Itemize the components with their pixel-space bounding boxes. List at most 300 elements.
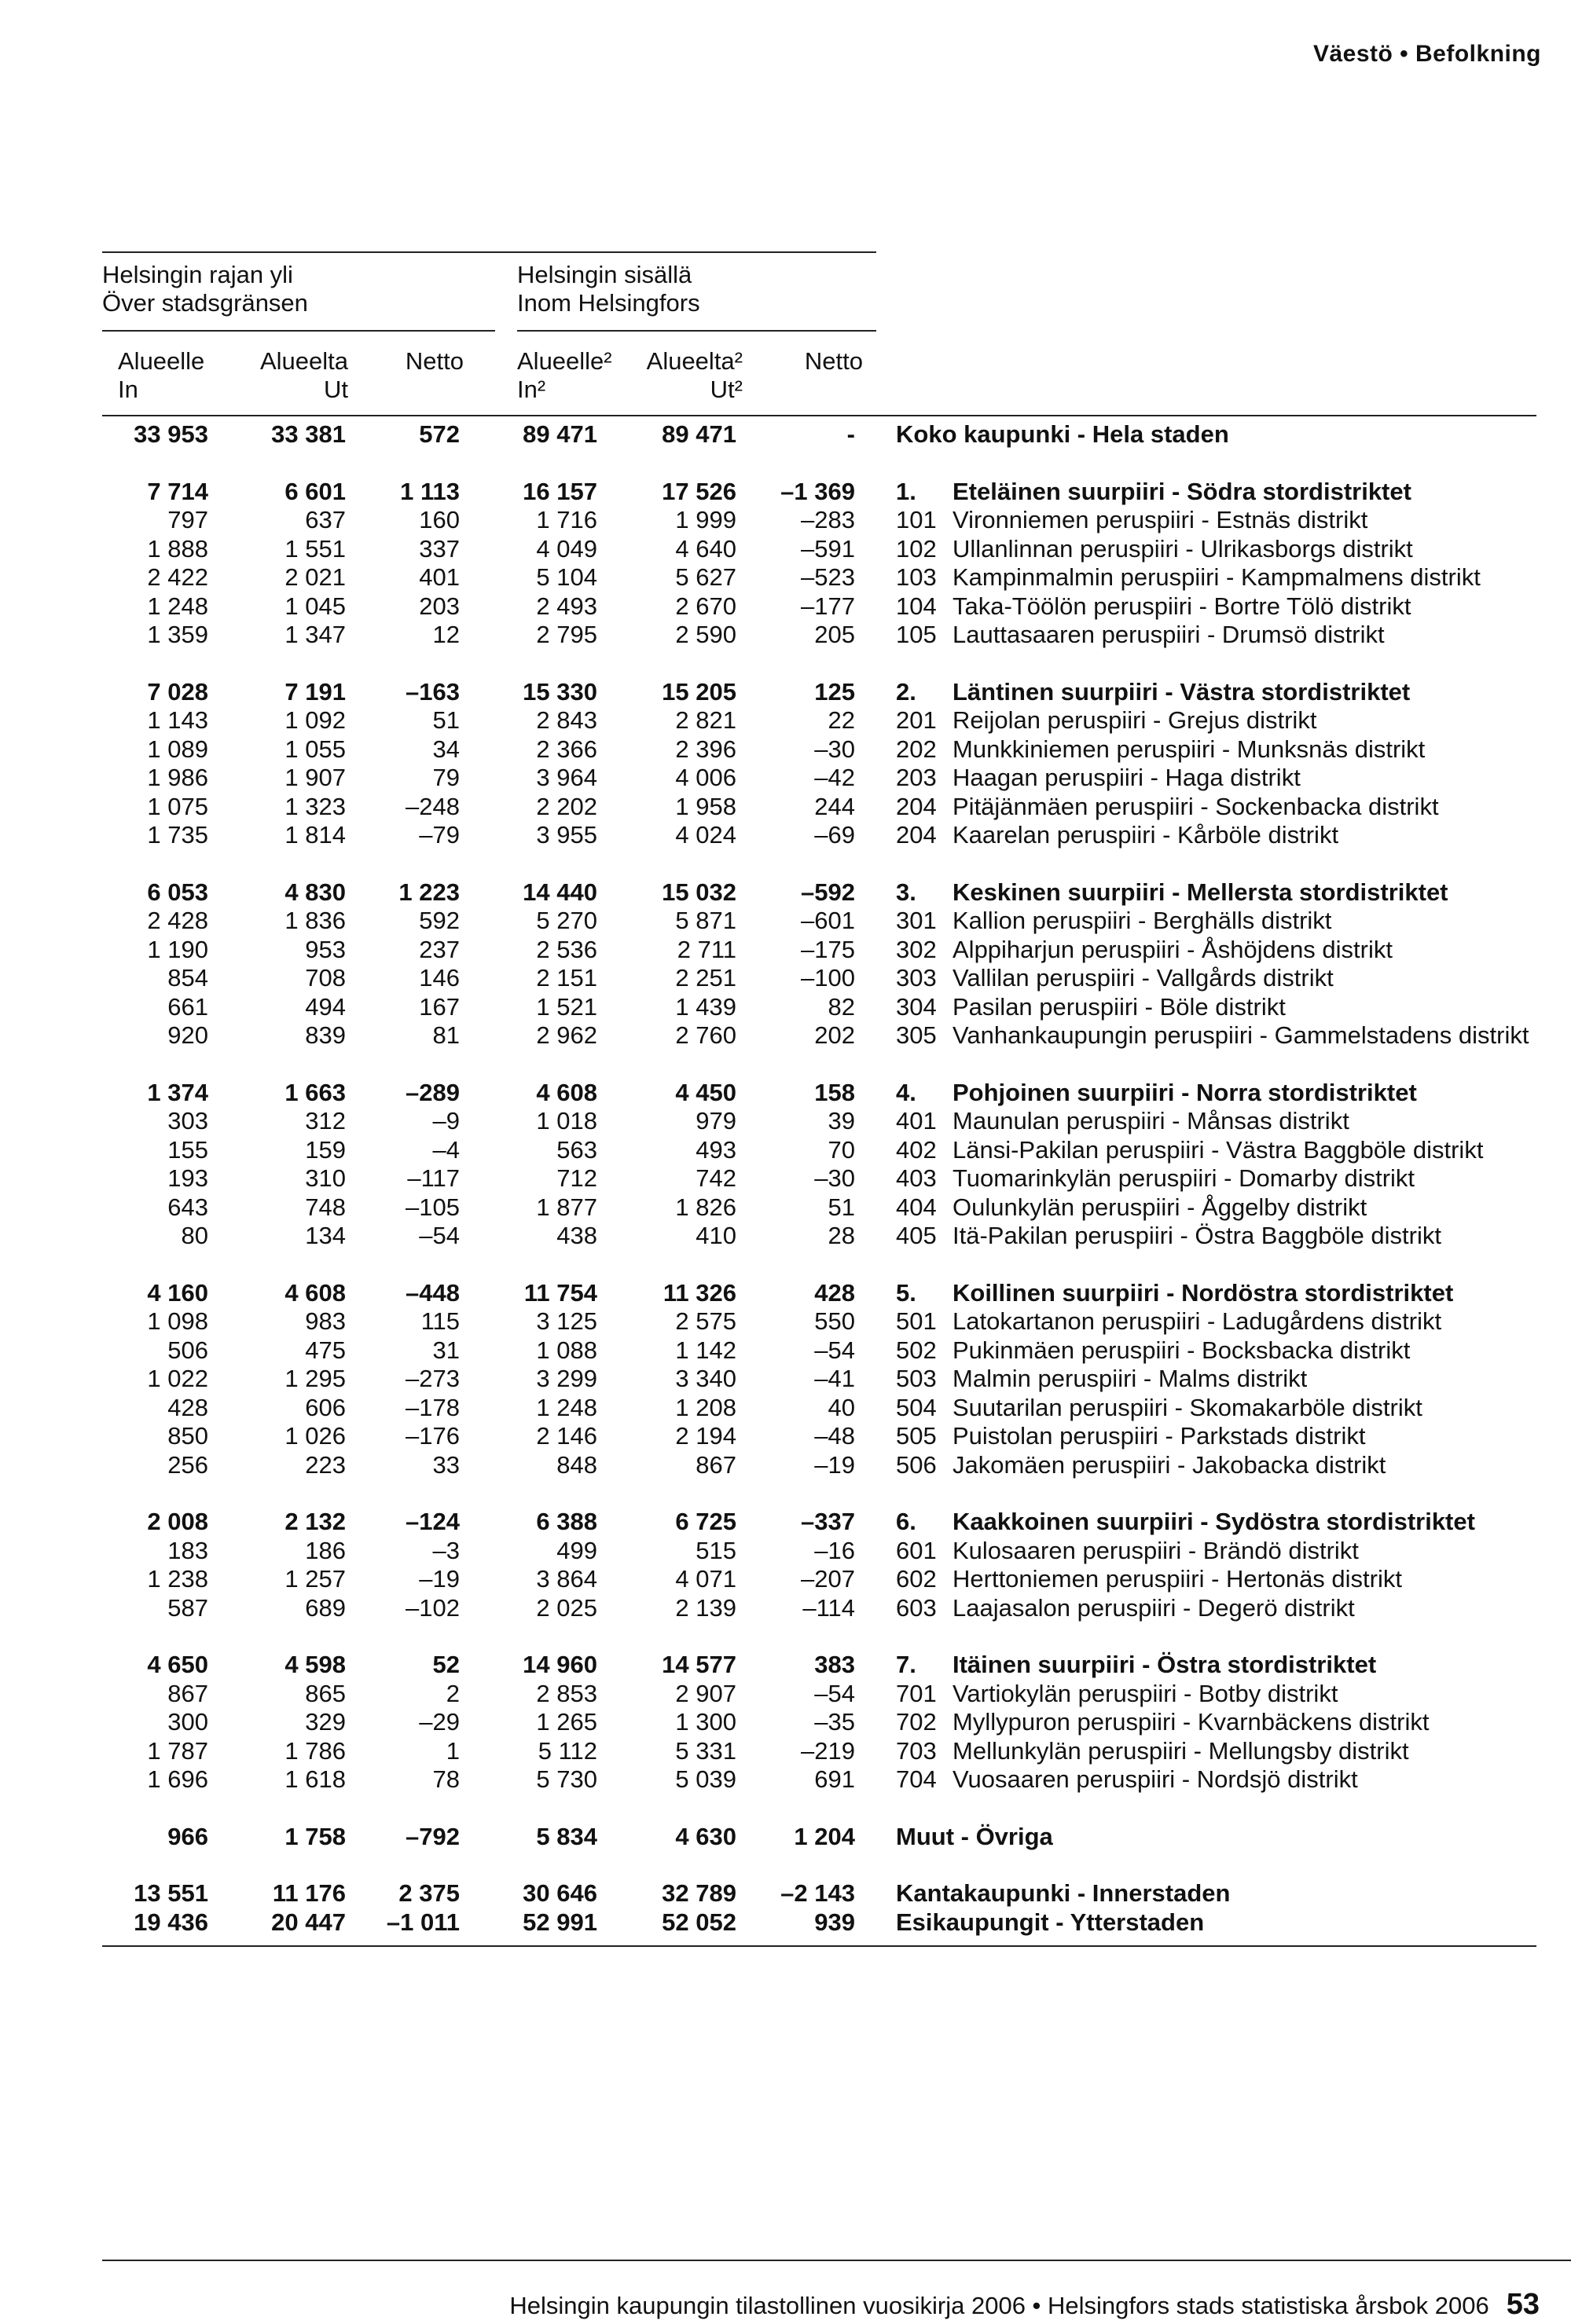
cell-in-outside: 661 — [167, 992, 208, 1021]
cell-net-inside: 82 — [828, 992, 855, 1021]
table-row — [0, 678, 1571, 707]
cell-in-inside: 3 964 — [536, 764, 597, 791]
cell-in-inside: 2 493 — [536, 592, 597, 620]
cell-in-inside: 4 049 — [536, 534, 597, 563]
district-label: Mellunkylän peruspiiri - Mellungsby distrikt — [953, 1736, 1409, 1765]
table-row — [0, 1307, 1571, 1336]
cell-in-inside: 89 471 — [523, 420, 597, 448]
table-row — [0, 506, 1571, 535]
cell-in-inside: 2 151 — [536, 964, 597, 992]
table-row — [0, 478, 1571, 507]
table-row — [0, 1879, 1571, 1908]
cell-out-inside: 15 032 — [662, 878, 736, 906]
cell-net-outside: 33 — [432, 1450, 460, 1479]
district-label: Pitäjänmäen peruspiiri - Sockenbacka distrikt — [953, 792, 1439, 820]
cell-net-inside: 1 204 — [794, 1822, 855, 1850]
cell-net-outside: –178 — [406, 1393, 460, 1421]
district-code: 505 — [896, 1422, 937, 1450]
cell-in-inside: 848 — [556, 1450, 597, 1479]
table-row — [0, 592, 1571, 621]
cell-net-outside: –9 — [432, 1107, 460, 1135]
cell-in-outside: 2 422 — [147, 563, 208, 591]
cell-net-outside: 78 — [432, 1765, 460, 1793]
cell-net-outside: –163 — [406, 677, 460, 706]
cell-out-inside: 1 142 — [675, 1336, 736, 1364]
table-row — [0, 563, 1571, 592]
cell-out-outside: 1 836 — [284, 907, 346, 934]
table-row — [0, 821, 1571, 850]
cell-out-outside: 1 758 — [284, 1822, 346, 1850]
col-out2-label-fi: Alueelta² — [646, 347, 743, 375]
cell-out-outside: 865 — [305, 1679, 346, 1707]
group-outside-rule — [102, 330, 495, 332]
cell-in-outside: 1 098 — [147, 1307, 208, 1335]
cell-out-inside: 4 640 — [675, 534, 736, 563]
district-label: Munkkiniemen peruspiiri - Munksnäs distrikt — [953, 735, 1426, 763]
district-label: Esikaupungit - Ytterstaden — [896, 1908, 1205, 1936]
district-code: 501 — [896, 1307, 937, 1335]
cell-in-outside: 1 248 — [147, 592, 208, 620]
cell-net-inside: 383 — [814, 1651, 855, 1678]
cell-net-outside: –1 011 — [386, 1908, 460, 1936]
table-row — [0, 1136, 1571, 1165]
cell-out-inside: 1 999 — [675, 506, 736, 533]
district-code: 503 — [896, 1365, 937, 1392]
cell-out-inside: 14 577 — [662, 1651, 736, 1678]
table-row — [0, 1107, 1571, 1136]
cell-out-outside: 11 176 — [272, 1879, 346, 1907]
cell-out-inside: 1 208 — [675, 1393, 736, 1421]
cell-in-inside: 2 843 — [536, 706, 597, 734]
cell-out-outside: 2 132 — [284, 1508, 346, 1535]
cell-net-outside: –124 — [406, 1508, 460, 1535]
district-label: Lauttasaaren peruspiiri - Drumsö distrikt — [953, 621, 1385, 648]
cell-out-inside: 1 439 — [675, 992, 736, 1021]
cell-net-outside: 51 — [432, 706, 460, 734]
cell-net-outside: –448 — [406, 1278, 460, 1307]
cell-out-outside: 312 — [305, 1107, 346, 1135]
cell-net-inside: –30 — [814, 735, 855, 763]
cell-in-outside: 4 650 — [147, 1651, 208, 1678]
cell-in-outside: 920 — [167, 1021, 208, 1049]
cell-net-outside: –273 — [406, 1365, 460, 1392]
cell-out-outside: 186 — [305, 1536, 346, 1564]
cell-net-inside: 202 — [814, 1021, 855, 1049]
district-label: Puistolan peruspiiri - Parkstads distrikt — [953, 1422, 1366, 1450]
cell-out-inside: 2 396 — [675, 735, 736, 763]
cell-in-outside: 1 089 — [147, 735, 208, 763]
district-code: 702 — [896, 1708, 937, 1736]
cell-out-outside: 689 — [305, 1593, 346, 1622]
district-code: 602 — [896, 1565, 937, 1593]
cell-out-outside: 1 814 — [284, 821, 346, 849]
cell-in-inside: 1 018 — [536, 1107, 597, 1135]
cell-out-outside: 7 191 — [284, 677, 346, 706]
table-row — [0, 1193, 1571, 1222]
cell-in-inside: 2 962 — [536, 1021, 597, 1049]
table-row — [0, 764, 1571, 793]
table-row — [0, 1737, 1571, 1766]
cell-net-outside: 167 — [419, 992, 460, 1021]
cell-out-outside: 494 — [305, 992, 346, 1021]
cell-in-inside: 2 366 — [536, 735, 597, 763]
cell-in-inside: 2 146 — [536, 1422, 597, 1450]
cell-in-inside: 3 955 — [536, 821, 597, 849]
cell-in-outside: 966 — [167, 1822, 208, 1850]
district-code: 102 — [896, 534, 937, 563]
cell-net-inside: 51 — [828, 1193, 855, 1221]
district-code: 401 — [896, 1107, 937, 1135]
cell-in-outside: 300 — [167, 1708, 208, 1736]
district-label: Pohjoinen suurpiiri - Norra stordistriktet — [953, 1078, 1417, 1106]
cell-net-inside: 28 — [828, 1222, 855, 1249]
cell-in-inside: 3 864 — [536, 1565, 597, 1593]
table-row — [0, 1365, 1571, 1394]
cell-in-inside: 15 330 — [523, 677, 597, 706]
group-inside-rule — [517, 330, 876, 332]
table-row — [0, 907, 1571, 936]
district-code: 502 — [896, 1336, 937, 1364]
table-row — [0, 1708, 1571, 1737]
district-label: Suutarilan peruspiiri - Skomakarböle distrikt — [953, 1393, 1422, 1421]
cell-net-outside: 115 — [420, 1307, 460, 1335]
cell-out-inside: 2 590 — [675, 621, 736, 648]
cell-out-inside: 5 331 — [675, 1736, 736, 1765]
cell-out-inside: 11 326 — [663, 1278, 736, 1307]
cell-net-outside: –3 — [432, 1536, 460, 1564]
cell-out-outside: 159 — [305, 1135, 346, 1164]
district-code: 204 — [896, 792, 937, 820]
cell-out-inside: 3 340 — [675, 1365, 736, 1392]
cell-in-outside: 7 714 — [147, 477, 208, 505]
district-label: Koillinen suurpiiri - Nordöstra stordistriktet — [953, 1278, 1454, 1307]
cell-net-outside: 160 — [419, 506, 460, 533]
cell-net-outside: 79 — [432, 764, 460, 791]
cell-in-inside: 1 521 — [536, 992, 597, 1021]
table-row — [0, 1336, 1571, 1365]
cell-net-inside: –591 — [801, 534, 855, 563]
cell-in-outside: 13 551 — [134, 1879, 208, 1907]
district-label: Kaakkoinen suurpiiri - Sydöstra stordistriktet — [953, 1508, 1475, 1535]
cell-out-outside: 1 295 — [284, 1365, 346, 1392]
district-label: Pasilan peruspiiri - Böle distrikt — [953, 992, 1286, 1021]
cell-net-outside: –105 — [406, 1193, 460, 1221]
cell-out-outside: 310 — [305, 1164, 346, 1192]
table-row — [0, 1651, 1571, 1680]
cell-out-outside: 748 — [305, 1193, 346, 1221]
district-code: 104 — [896, 592, 937, 620]
table-row — [0, 706, 1571, 735]
cell-in-outside: 80 — [181, 1222, 208, 1249]
cell-net-inside: –523 — [801, 563, 855, 591]
cell-net-outside: –19 — [419, 1565, 460, 1593]
cell-out-outside: 1 347 — [284, 621, 346, 648]
cell-in-outside: 1 735 — [147, 821, 208, 849]
district-code: 402 — [896, 1135, 937, 1164]
district-label: Läntinen suurpiiri - Västra stordistriktet — [953, 677, 1411, 706]
group-gap — [0, 1251, 1571, 1279]
migration-table — [0, 420, 1571, 1937]
district-code: 203 — [896, 764, 937, 791]
cell-net-inside: –19 — [814, 1450, 855, 1479]
cell-out-outside: 1 257 — [284, 1565, 346, 1593]
group-gap — [0, 1851, 1571, 1879]
cell-in-inside: 3 299 — [536, 1365, 597, 1392]
cell-net-inside: –16 — [814, 1536, 855, 1564]
cell-in-outside: 797 — [167, 506, 208, 533]
cell-out-outside: 606 — [305, 1393, 346, 1421]
cell-in-inside: 2 536 — [536, 935, 597, 963]
cell-net-outside: 572 — [419, 420, 460, 448]
group-inside-sv: Inom Helsingfors — [517, 289, 700, 317]
cell-in-inside: 2 853 — [536, 1679, 597, 1707]
district-code: 101 — [896, 506, 937, 533]
cell-net-inside: 939 — [814, 1908, 855, 1936]
cell-net-inside: - — [846, 420, 855, 448]
cell-net-outside: –792 — [406, 1822, 460, 1850]
cell-in-outside: 33 953 — [134, 420, 208, 448]
district-label: Herttoniemen peruspiiri - Hertonäs distrikt — [953, 1565, 1402, 1593]
cell-out-inside: 4 006 — [675, 764, 736, 791]
cell-net-inside: 70 — [828, 1135, 855, 1164]
col-in2-label-fi: Alueelle² — [517, 347, 612, 375]
district-label: Malmin peruspiiri - Malms distrikt — [953, 1365, 1308, 1392]
footer-rule — [102, 2260, 1571, 2261]
cell-in-outside: 256 — [167, 1450, 208, 1479]
cell-net-inside: –54 — [814, 1336, 855, 1364]
table-row — [0, 1222, 1571, 1251]
district-code: 703 — [896, 1736, 937, 1765]
cell-in-inside: 499 — [556, 1536, 597, 1564]
cell-in-outside: 428 — [167, 1393, 208, 1421]
footer-text: Helsingin kaupungin tilastollinen vuosikirja 2006 • Helsingfors stads statistiska årsbok 2006 — [509, 2292, 1489, 2319]
cell-in-outside: 850 — [167, 1422, 208, 1450]
cell-in-outside: 1 359 — [147, 621, 208, 648]
district-code: 2. — [896, 677, 916, 706]
district-code: 302 — [896, 935, 937, 963]
cell-net-inside: –42 — [814, 764, 855, 791]
district-code: 305 — [896, 1021, 937, 1049]
district-label: Vanhankaupungin peruspiiri - Gammelstadens distrikt — [953, 1021, 1529, 1049]
cell-out-outside: 134 — [305, 1222, 346, 1249]
cell-in-outside: 2 008 — [147, 1508, 208, 1535]
district-label: Itä-Pakilan peruspiiri - Östra Baggböle distrikt — [953, 1222, 1441, 1249]
district-code: 603 — [896, 1593, 937, 1622]
cell-out-outside: 1 663 — [284, 1078, 346, 1106]
cell-out-inside: 4 630 — [675, 1822, 736, 1850]
cell-net-inside: 40 — [828, 1393, 855, 1421]
cell-in-inside: 1 248 — [536, 1393, 597, 1421]
cell-out-outside: 1 026 — [284, 1422, 346, 1450]
cell-net-outside: –289 — [406, 1078, 460, 1106]
district-code: 202 — [896, 735, 937, 763]
district-label: Laajasalon peruspiiri - Degerö distrikt — [953, 1593, 1355, 1622]
district-label: Koko kaupunki - Hela staden — [896, 420, 1229, 448]
running-head: Väestö • Befolkning — [1312, 41, 1541, 67]
cell-net-outside: 31 — [432, 1336, 460, 1364]
table-row — [0, 1565, 1571, 1594]
cell-in-inside: 5 834 — [536, 1822, 597, 1850]
group-gap — [0, 1622, 1571, 1651]
table-row — [0, 1508, 1571, 1537]
cell-out-outside: 1 786 — [284, 1736, 346, 1765]
table-row — [0, 1765, 1571, 1794]
cell-in-outside: 1 374 — [147, 1078, 208, 1106]
cell-out-outside: 33 381 — [271, 420, 346, 448]
table-row — [0, 1422, 1571, 1451]
cell-out-inside: 4 024 — [675, 821, 736, 849]
cell-in-outside: 4 160 — [147, 1278, 208, 1307]
district-code: 4. — [896, 1078, 916, 1106]
cell-in-inside: 52 991 — [523, 1908, 597, 1936]
cell-in-outside: 1 075 — [147, 792, 208, 820]
cell-net-outside: 52 — [432, 1651, 460, 1678]
cell-net-outside: –4 — [432, 1135, 460, 1164]
cell-net-outside: 337 — [419, 534, 460, 563]
cell-net-inside: 125 — [814, 677, 855, 706]
district-code: 304 — [896, 992, 937, 1021]
cell-out-inside: 5 871 — [675, 907, 736, 934]
cell-net-inside: –48 — [814, 1422, 855, 1450]
district-label: Latokartanon peruspiiri - Ladugårdens distrikt — [953, 1307, 1442, 1335]
district-code: 301 — [896, 907, 937, 934]
district-code: 506 — [896, 1450, 937, 1479]
group-outside-sv: Över stadsgränsen — [102, 289, 308, 317]
cell-in-inside: 1 877 — [536, 1193, 597, 1221]
district-code: 105 — [896, 621, 937, 648]
cell-in-outside: 303 — [167, 1107, 208, 1135]
district-label: Keskinen suurpiiri - Mellersta stordistriktet — [953, 878, 1448, 906]
cell-net-inside: 244 — [814, 792, 855, 820]
district-label: Vallilan peruspiiri - Vallgårds distrikt — [953, 964, 1334, 992]
cell-in-inside: 2 795 — [536, 621, 597, 648]
district-label: Eteläinen suurpiiri - Södra stordistriktet — [953, 477, 1411, 505]
cell-net-inside: 158 — [814, 1078, 855, 1106]
table-row — [0, 1279, 1571, 1308]
cell-in-inside: 5 104 — [536, 563, 597, 591]
cell-net-inside: 691 — [814, 1765, 855, 1793]
cell-out-outside: 475 — [305, 1336, 346, 1364]
cell-out-inside: 2 907 — [675, 1679, 736, 1707]
cell-out-inside: 4 071 — [675, 1565, 736, 1593]
cell-net-outside: 81 — [432, 1021, 460, 1049]
district-label: Kaarelan peruspiiri - Kårböle distrikt — [953, 821, 1339, 849]
cell-net-inside: –337 — [801, 1508, 855, 1535]
table-row — [0, 1537, 1571, 1566]
cell-net-inside: –2 143 — [780, 1879, 855, 1907]
group-gap — [0, 1050, 1571, 1079]
district-code: 201 — [896, 706, 937, 734]
cell-in-inside: 16 157 — [523, 477, 597, 505]
table-row — [0, 1079, 1571, 1108]
table-row — [0, 1908, 1571, 1937]
cell-net-inside: 205 — [814, 621, 855, 648]
district-code: 403 — [896, 1164, 937, 1192]
cell-in-outside: 1 696 — [147, 1765, 208, 1793]
cell-net-outside: 1 113 — [400, 477, 460, 505]
cell-net-inside: –207 — [801, 1565, 855, 1593]
cell-net-outside: 1 223 — [398, 878, 460, 906]
cell-out-inside: 89 471 — [662, 420, 736, 448]
cell-net-outside: –54 — [419, 1222, 460, 1249]
cell-net-outside: 146 — [419, 964, 460, 992]
district-code: 1. — [896, 477, 916, 505]
cell-net-inside: 428 — [814, 1278, 855, 1307]
cell-in-inside: 1 088 — [536, 1336, 597, 1364]
table-row — [0, 1021, 1571, 1050]
table-row — [0, 621, 1571, 650]
cell-net-outside: –176 — [406, 1422, 460, 1450]
table-row — [0, 936, 1571, 965]
cell-out-outside: 1 045 — [284, 592, 346, 620]
cell-in-inside: 3 125 — [536, 1307, 597, 1335]
cell-in-outside: 2 428 — [147, 907, 208, 934]
cell-in-outside: 854 — [167, 964, 208, 992]
cell-out-inside: 742 — [696, 1164, 736, 1192]
cell-net-outside: 203 — [419, 592, 460, 620]
cell-out-outside: 6 601 — [284, 477, 346, 505]
cell-out-inside: 52 052 — [662, 1908, 736, 1936]
district-code: 504 — [896, 1393, 937, 1421]
cell-net-inside: –283 — [801, 506, 855, 533]
cell-in-outside: 155 — [167, 1135, 208, 1164]
cell-out-inside: 15 205 — [662, 677, 736, 706]
district-label: Maunulan peruspiiri - Månsas distrikt — [953, 1107, 1349, 1135]
cell-in-outside: 506 — [167, 1336, 208, 1364]
cell-net-inside: 22 — [828, 706, 855, 734]
cell-in-inside: 2 202 — [536, 792, 597, 820]
cell-in-outside: 1 190 — [147, 935, 208, 963]
cell-out-inside: 32 789 — [662, 1879, 736, 1907]
cell-in-inside: 5 730 — [536, 1765, 597, 1793]
district-code: 204 — [896, 821, 937, 849]
table-row — [0, 420, 1571, 449]
cell-net-inside: –69 — [814, 821, 855, 849]
cell-net-inside: –35 — [814, 1708, 855, 1736]
district-code: 7. — [896, 1651, 916, 1678]
group-outside-fi: Helsingin rajan yli — [102, 261, 293, 288]
cell-out-inside: 410 — [696, 1222, 736, 1249]
cell-out-outside: 4 608 — [284, 1278, 346, 1307]
district-label: Tuomarinkylän peruspiiri - Domarby distrikt — [953, 1164, 1415, 1192]
cell-in-outside: 587 — [167, 1593, 208, 1622]
cell-out-outside: 1 551 — [284, 534, 346, 563]
district-code: 601 — [896, 1536, 937, 1564]
page-number: 53 — [1506, 2288, 1540, 2321]
table-bottom-rule — [102, 1945, 1536, 1947]
cell-out-inside: 5 039 — [675, 1765, 736, 1793]
cell-in-outside: 183 — [167, 1536, 208, 1564]
cell-in-outside: 1 986 — [147, 764, 208, 791]
cell-out-outside: 839 — [305, 1021, 346, 1049]
cell-net-inside: –114 — [802, 1593, 855, 1622]
cell-in-outside: 1 143 — [147, 706, 208, 734]
district-code: 3. — [896, 878, 916, 906]
cell-in-inside: 11 754 — [523, 1278, 597, 1307]
district-code: 404 — [896, 1193, 937, 1221]
cell-net-outside: –117 — [407, 1164, 460, 1192]
cell-out-outside: 1 092 — [284, 706, 346, 734]
district-label: Pukinmäen peruspiiri - Bocksbacka distrikt — [953, 1336, 1411, 1364]
cell-out-outside: 953 — [305, 935, 346, 963]
district-label: Itäinen suurpiiri - Östra stordistriktet — [953, 1651, 1377, 1678]
cell-out-outside: 2 021 — [284, 563, 346, 591]
cell-in-inside: 6 388 — [536, 1508, 597, 1535]
district-code: 405 — [896, 1222, 937, 1249]
table-row — [0, 1594, 1571, 1623]
district-label: Myllypuron peruspiiri - Kvarnbäckens distrikt — [953, 1708, 1430, 1736]
cell-out-inside: 1 300 — [675, 1708, 736, 1736]
